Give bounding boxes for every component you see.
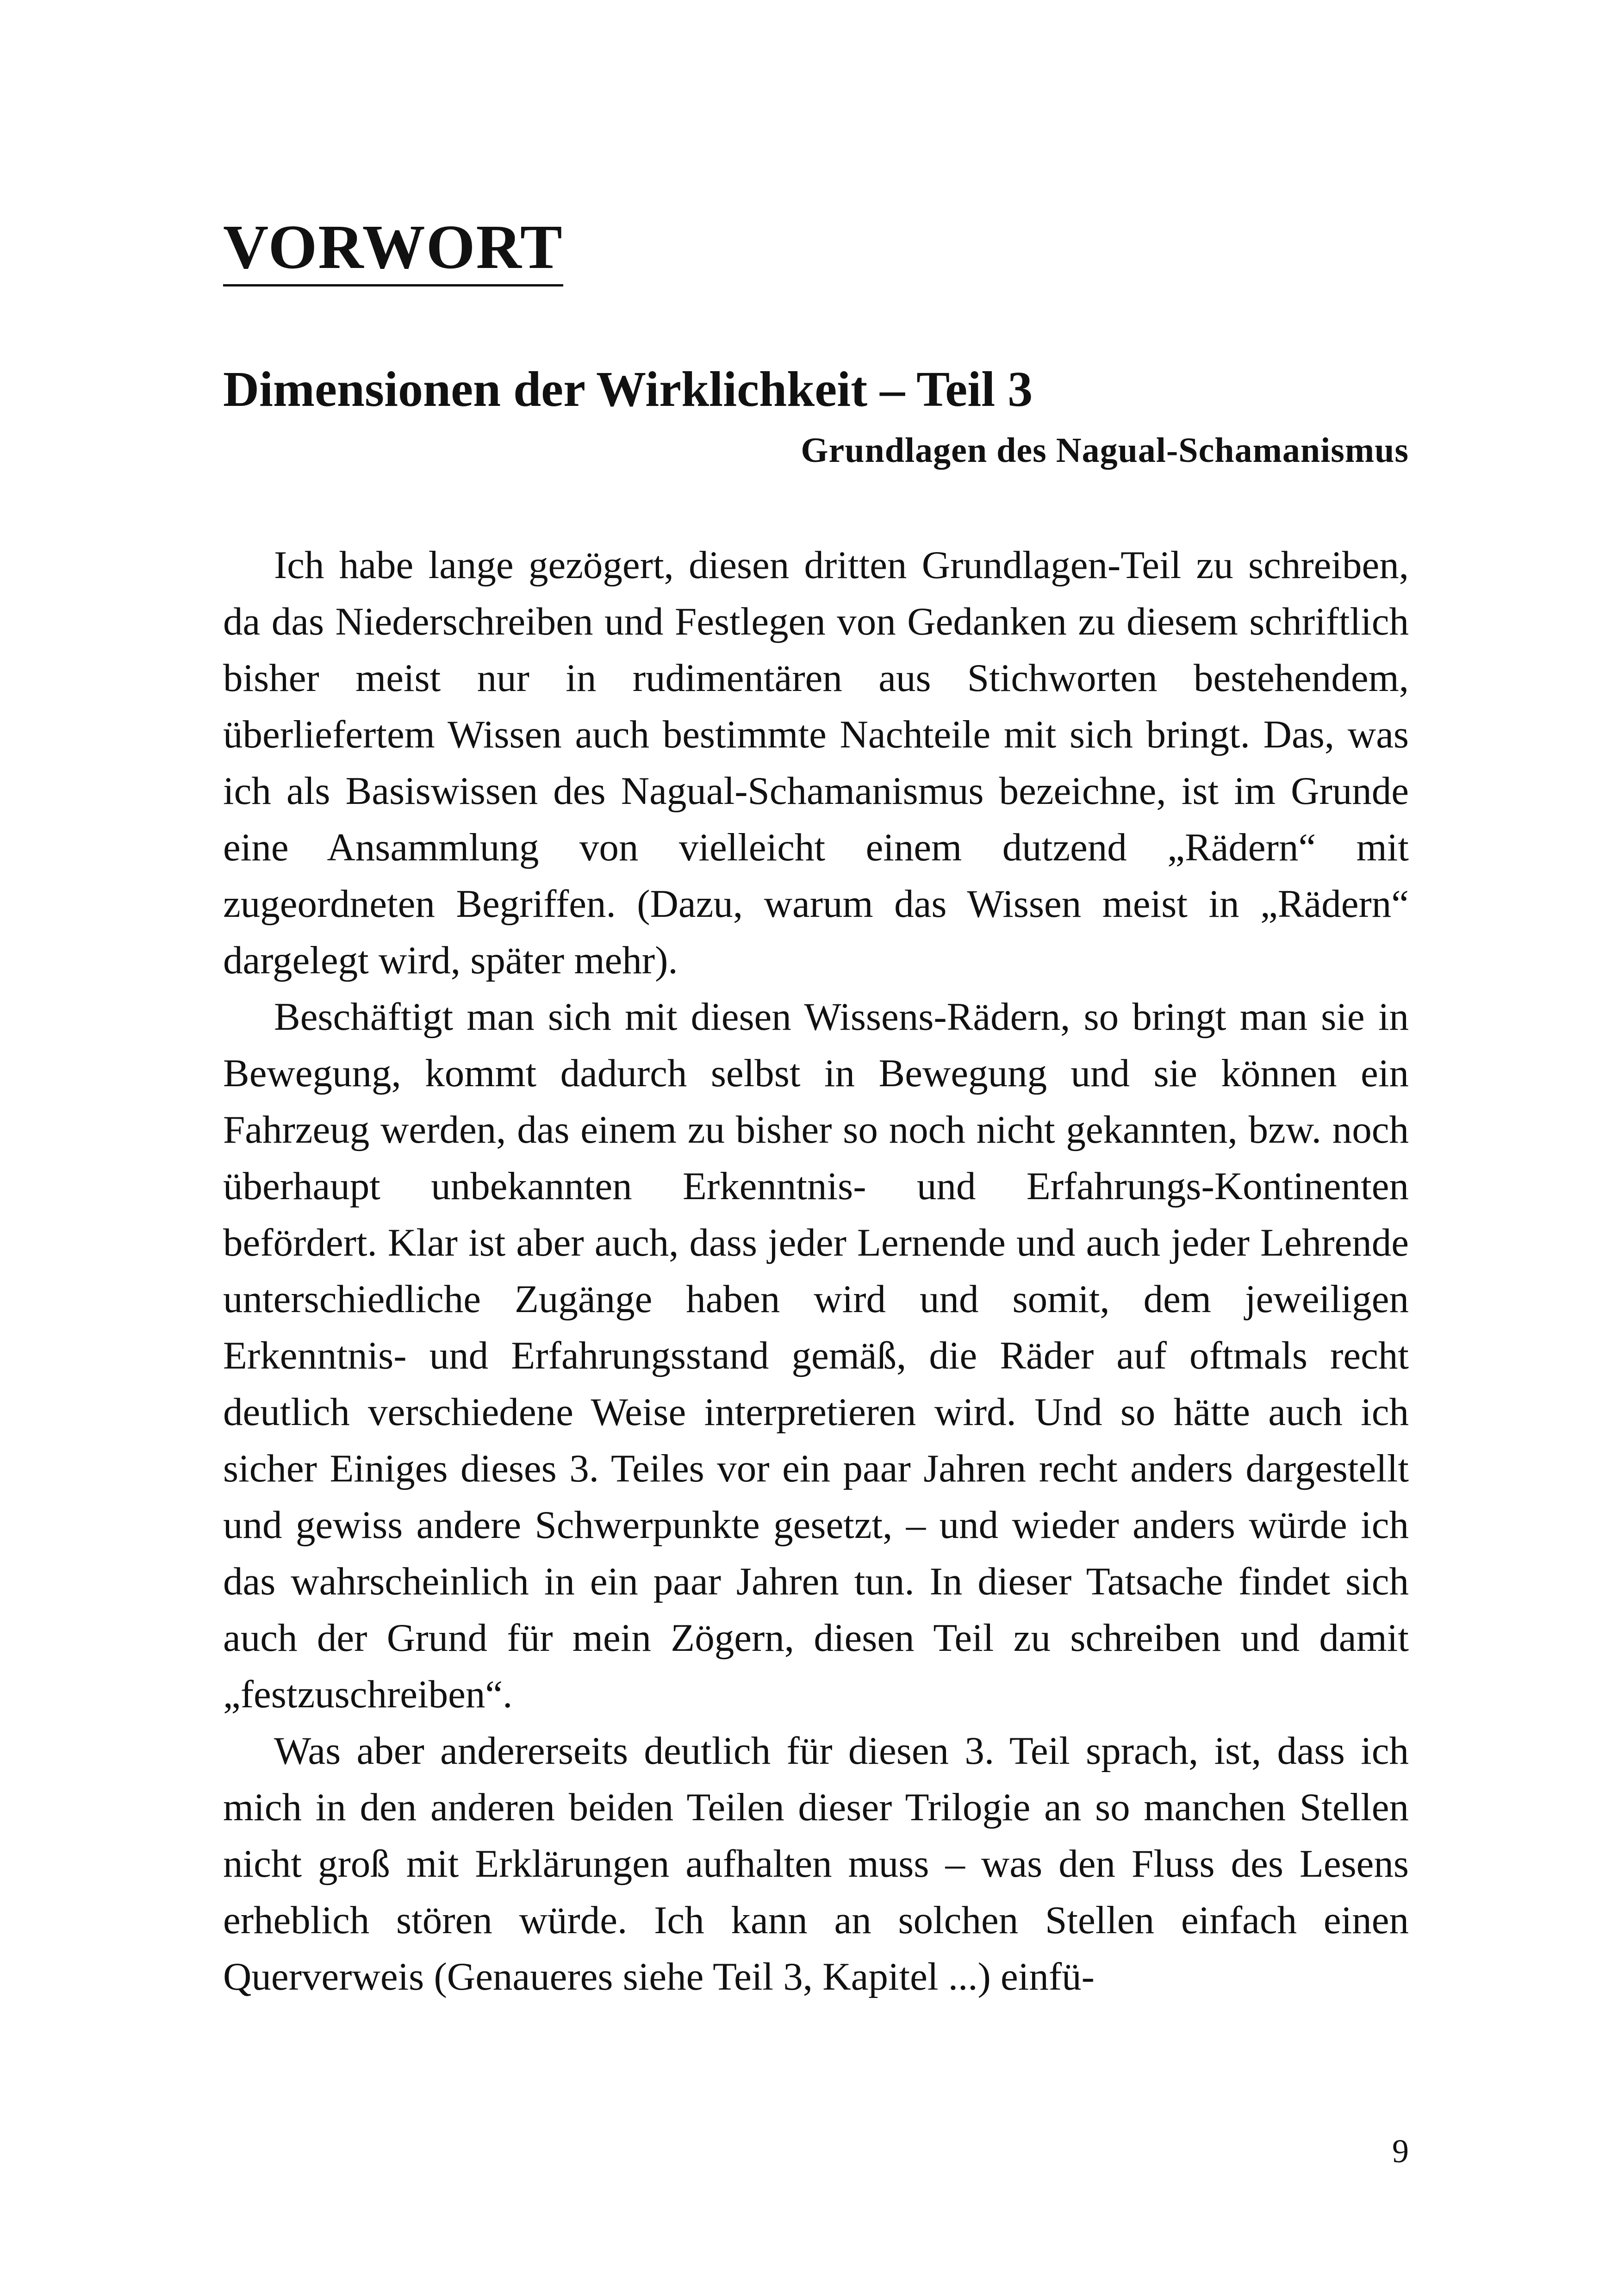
paragraph-3: Was aber andererseits deutlich für diesen 3. Teil sprach, ist, dass ich mich in den anderen beiden Teilen dieser Trilogie an so manchen Stellen nicht groß mit Erklärungen aufhalten muss – was den Fluss des Lesens erheblich stören würde. Ich kann an solchen Stellen einfach einen Querverweis (Genaueres siehe Teil 3, Kapitel ...) einfü-: [223, 1729, 1409, 1998]
chapter-title: VORWORT: [223, 213, 563, 286]
book-title: Dimensionen der Wirklichkeit – Teil 3: [223, 362, 1033, 417]
body-text: [223, 537, 1409, 2005]
paragraph-2: Beschäftigt man sich mit diesen Wissens-Rädern, so bringt man sie in Bewegung, kommt dadurch selbst in Bewegung und sie können ein Fahrzeug werden, das einem zu bisher so noch nicht gekannten, bzw. noch überhaupt unbekannten Erkenntnis- und Erfahrungs-Kontinenten befördert. Klar ist aber auch, dass jeder Lernende und auch jeder Lehrende unterschiedliche Zugänge haben wird und somit, dem jeweiligen Erkenntnis- und Erfahrungsstand gemäß, die Räder auf oftmals recht deutlich verschiedene Weise interpretieren wird. Und so hätte auch ich sicher Einiges dieses 3. Teiles vor ein paar Jahren recht anders dargestellt und gewiss andere Schwerpunkte gesetzt, – und wieder anders würde ich das wahrscheinlich in ein paar Jahren tun. In dieser Tatsache findet sich auch der Grund für mein Zögern, diesen Teil zu schreiben und damit „festzuschreiben“.: [223, 995, 1409, 1716]
paragraph-1: Ich habe lange gezögert, diesen dritten Grundlagen-Teil zu schreiben, da das Niederschreiben und Festlegen von Gedanken zu diesem schriftlich bisher meist nur in rudimentären aus Stichworten bestehendem, überliefertem Wissen auch bestimmte Nachteile mit sich bringt. Das, was ich als Basiswissen des Nagual-Schamanismus bezeichne, ist im Grunde eine Ansammlung von vielleicht einem dutzend „Rädern“ mit zugeordneten Begriffen. (Dazu, warum das Wissen meist in „Rädern“ dargelegt wird, später mehr).: [223, 543, 1409, 982]
book-subtitle: Grundlagen des Nagual-Schamanismus: [801, 431, 1409, 470]
page-number: 9: [1392, 2133, 1409, 2170]
